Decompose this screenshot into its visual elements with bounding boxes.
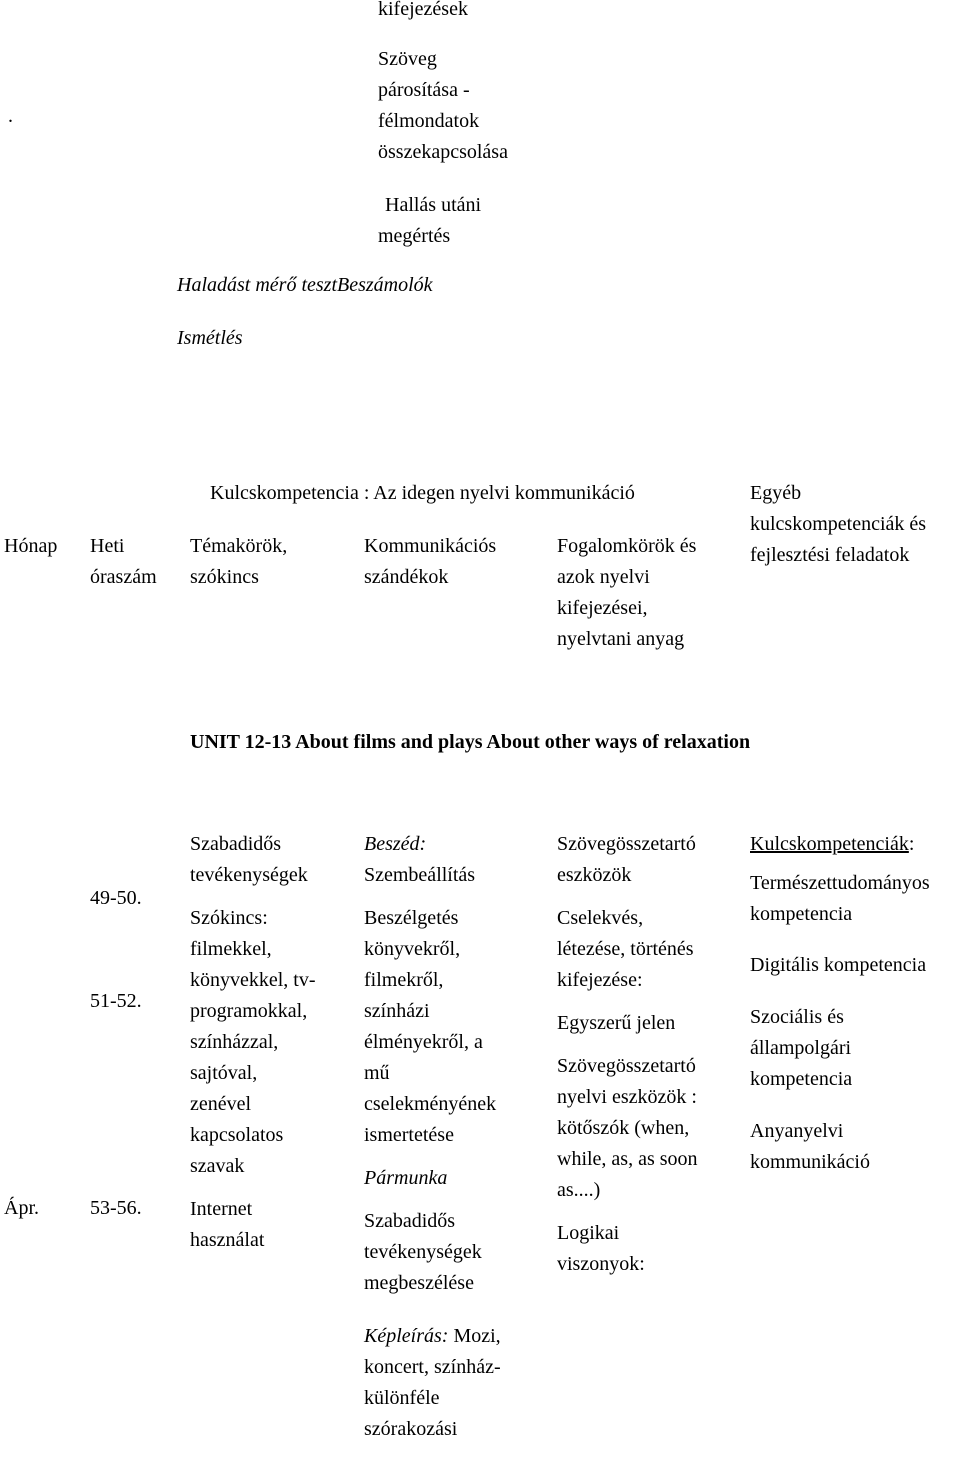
hours-cell-2: 51-52. (90, 990, 142, 1012)
text-line: összekapcsolása (378, 141, 508, 163)
unit-title: UNIT 12-13 About films and plays About other ways of relaxation (190, 731, 751, 753)
matching-task-text (378, 44, 508, 168)
text-line: Természettudományos (750, 872, 930, 894)
text-line: félmondatok (378, 110, 480, 132)
text-line: állampolgári (750, 1037, 852, 1059)
text-line: nyelvtani anyag (557, 628, 685, 650)
kifejezesek-text: kifejezések (378, 0, 468, 20)
picture-description-line (364, 1321, 501, 1352)
month-cell: Ápr. (4, 1197, 39, 1219)
hours-cell-1: 49-50. (90, 887, 142, 909)
stray-dot: . (8, 105, 13, 127)
text-line: Egyéb (750, 482, 802, 504)
picture-text: Mozi, (448, 1325, 501, 1347)
text-line: Szabadidős (190, 833, 282, 855)
text-line: kulcskompetenciák és (750, 513, 927, 535)
text-line: Kommunikációs (364, 535, 497, 557)
text-line: kifejezése: (557, 969, 643, 991)
text-line: programokkal, (190, 1000, 308, 1022)
text-line: színházzal, (190, 1031, 279, 1053)
text-line: élményekről, a (364, 1031, 483, 1053)
text-line: azok nyelvi (557, 566, 650, 588)
text-line: könyvekkel, tv- (190, 969, 316, 991)
intents-header (364, 531, 496, 593)
text-line: tevékenységek (364, 1241, 482, 1263)
other-competences-cell (750, 829, 930, 1178)
speech-label: Beszéd: (364, 833, 427, 855)
text-line: as....) (557, 1179, 601, 1201)
text-line: szókincs (190, 566, 259, 588)
text-line: szórakozási (364, 1418, 458, 1440)
concepts-cell (557, 829, 698, 1280)
text-line: Heti (90, 535, 125, 557)
text-line: létezése, történés (557, 938, 694, 960)
text-line: párosítása - (378, 79, 470, 101)
text-line: ismertetése (364, 1124, 454, 1146)
repeat-text: Ismétlés (177, 327, 243, 349)
text-line: koncert, színház- (364, 1356, 501, 1378)
text-line: cselekményének (364, 1093, 497, 1115)
text-line: viszonyok: (557, 1253, 645, 1275)
text-line: filmekkel, (190, 938, 272, 960)
text-line: kompetencia (750, 903, 853, 925)
text-line: használat (190, 1229, 265, 1251)
text-line: Cselekvés, (557, 907, 644, 929)
other-competences-header (750, 478, 926, 571)
text-line: Fogalomkörök és (557, 535, 697, 557)
text-line: Anyanyelvi (750, 1120, 844, 1142)
text-line: megbeszélése (364, 1272, 474, 1294)
text-line: Szókincs: (190, 907, 268, 929)
competences-heading: Kulcskompetenciák (750, 833, 909, 855)
text-line: kapcsolatos (190, 1124, 284, 1146)
key-competence-heading: Kulcskompetencia : Az idegen nyelvi kommunikáció (210, 482, 635, 504)
text-line: Témakörök, (190, 535, 288, 557)
text-line: könyvekről, (364, 938, 461, 960)
text-line: sajtóval, (190, 1062, 258, 1084)
speech-value: Szembeállítás (364, 864, 476, 886)
text-line: Egyszerű jelen (557, 1012, 676, 1034)
listening-line-2: megértés (378, 225, 451, 247)
text-line: nyelvi eszközök : (557, 1086, 697, 1108)
text-line: Szöveg (378, 48, 437, 70)
text-line: kompetencia (750, 1068, 853, 1090)
listening-line-1: Hallás utáni (385, 194, 482, 216)
text-line: eszközök (557, 864, 632, 886)
text-line: különféle (364, 1387, 440, 1409)
text-line: filmekről, (364, 969, 444, 991)
competences-heading-line (750, 829, 930, 860)
hours-cell-3: 53-56. (90, 1197, 142, 1219)
text-line: kommunikáció (750, 1151, 870, 1173)
text-line: óraszám (90, 566, 157, 588)
text-line: kifejezései, (557, 597, 648, 619)
text-line: Szociális és (750, 1006, 844, 1028)
text-line: szavak (190, 1155, 245, 1177)
topics-cell (190, 829, 316, 1256)
text-line: Szabadidős (364, 1210, 456, 1232)
month-header: Hónap (4, 535, 58, 557)
text-line: színházi (364, 1000, 430, 1022)
progress-test-text: Haladást mérő tesztBeszámolók (177, 274, 433, 296)
hours-header (90, 531, 157, 593)
text-line: tevékenységek (190, 864, 308, 886)
text-line: fejlesztési feladatok (750, 544, 910, 566)
text-line: Logikai (557, 1222, 620, 1244)
text-line: zenével (190, 1093, 252, 1115)
text-line: Szövegösszetartó (557, 833, 696, 855)
text-line: Szövegösszetartó (557, 1055, 696, 1077)
intents-cell (364, 829, 501, 1445)
pair-work-label: Pármunka (364, 1167, 448, 1189)
text-line: while, as, as soon (557, 1148, 698, 1170)
concepts-header (557, 531, 696, 655)
competences-heading-colon: : (908, 833, 915, 855)
text-line: szándékok (364, 566, 449, 588)
topics-header (190, 531, 287, 593)
text-line: Digitális kompetencia (750, 954, 927, 976)
text-line: kötőszók (when, (557, 1117, 690, 1139)
text-line: Internet (190, 1198, 253, 1220)
text-line: mű (364, 1062, 390, 1084)
picture-label: Képleírás: (364, 1325, 449, 1347)
text-line: Beszélgetés (364, 907, 459, 929)
